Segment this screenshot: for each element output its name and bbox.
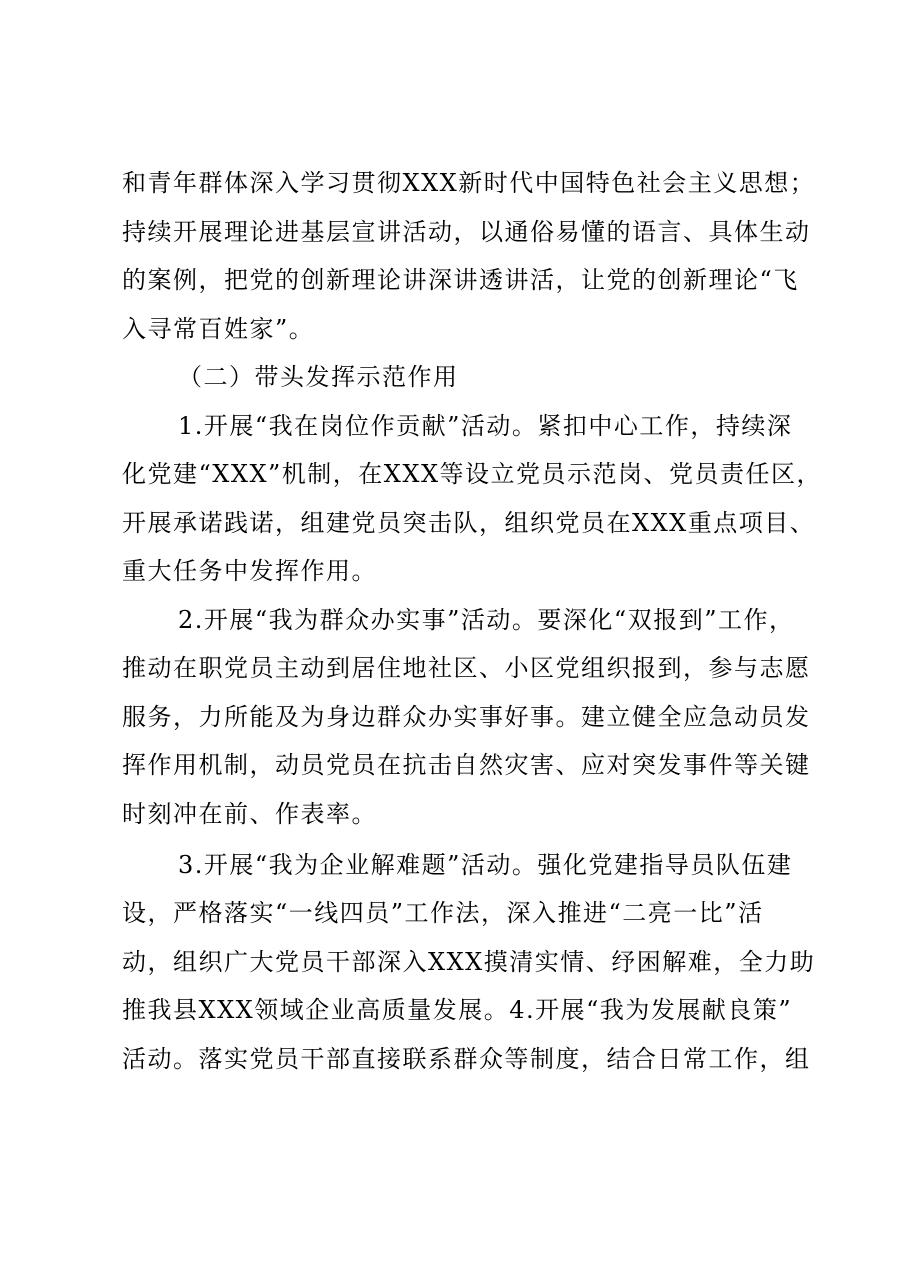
text-line: 重大任务中发挥作用。 — [122, 557, 377, 585]
text-line: 1.开展“我在岗位作贡献”活动。紧扣中心工作，持续深 — [178, 412, 793, 440]
text-line: 推我县XXX领域企业高质量发展。4.开展“我为发展献良策” — [122, 996, 793, 1024]
text-line: 的案例，把党的创新理论讲深讲透讲活，让党的创新理论“飞 — [122, 266, 799, 294]
section-heading: （二）带头发挥示范作用 — [178, 363, 459, 391]
text-line: 服务，力所能及为身边群众办实事好事。建立健全应急动员发 — [122, 703, 811, 731]
text-line: 持续开展理论进基层宣讲活动，以通俗易懂的语言、具体生动 — [122, 218, 811, 246]
text-line: 挥作用机制，动员党员在抗击自然灾害、应对突发事件等关键 — [122, 751, 811, 779]
text-line: 和青年群体深入学习贯彻XXX新时代中国特色社会主义思想； — [122, 169, 816, 197]
text-line: 化党建“XXX”机制，在XXX等设立党员示范岗、党员责任区， — [122, 460, 823, 488]
text-line: 2.开展“我为群众办实事”活动。要深化“双报到”工作， — [178, 606, 795, 634]
text-line: 推动在职党员主动到居住地社区、小区党组织报到，参与志愿 — [122, 654, 811, 682]
text-line: 3.开展“我为企业解难题”活动。强化党建指导员队伍建 — [178, 851, 793, 879]
text-line: 设，严格落实“一线四员”工作法，深入推进“二亮一比”活 — [122, 899, 764, 927]
text-line: 时刻冲在前、作表率。 — [122, 800, 377, 828]
text-line: 入寻常百姓家”。 — [122, 315, 315, 343]
text-line: 动，组织广大党员干部深入XXX摸清实情、纾困解难，全力助 — [122, 948, 816, 976]
text-line: 活动。落实党员干部直接联系群众等制度，结合日常工作，组 — [122, 1045, 811, 1073]
text-line: 开展承诺践诺，组建党员突击队，组织党员在XXX重点项目、 — [122, 509, 816, 537]
